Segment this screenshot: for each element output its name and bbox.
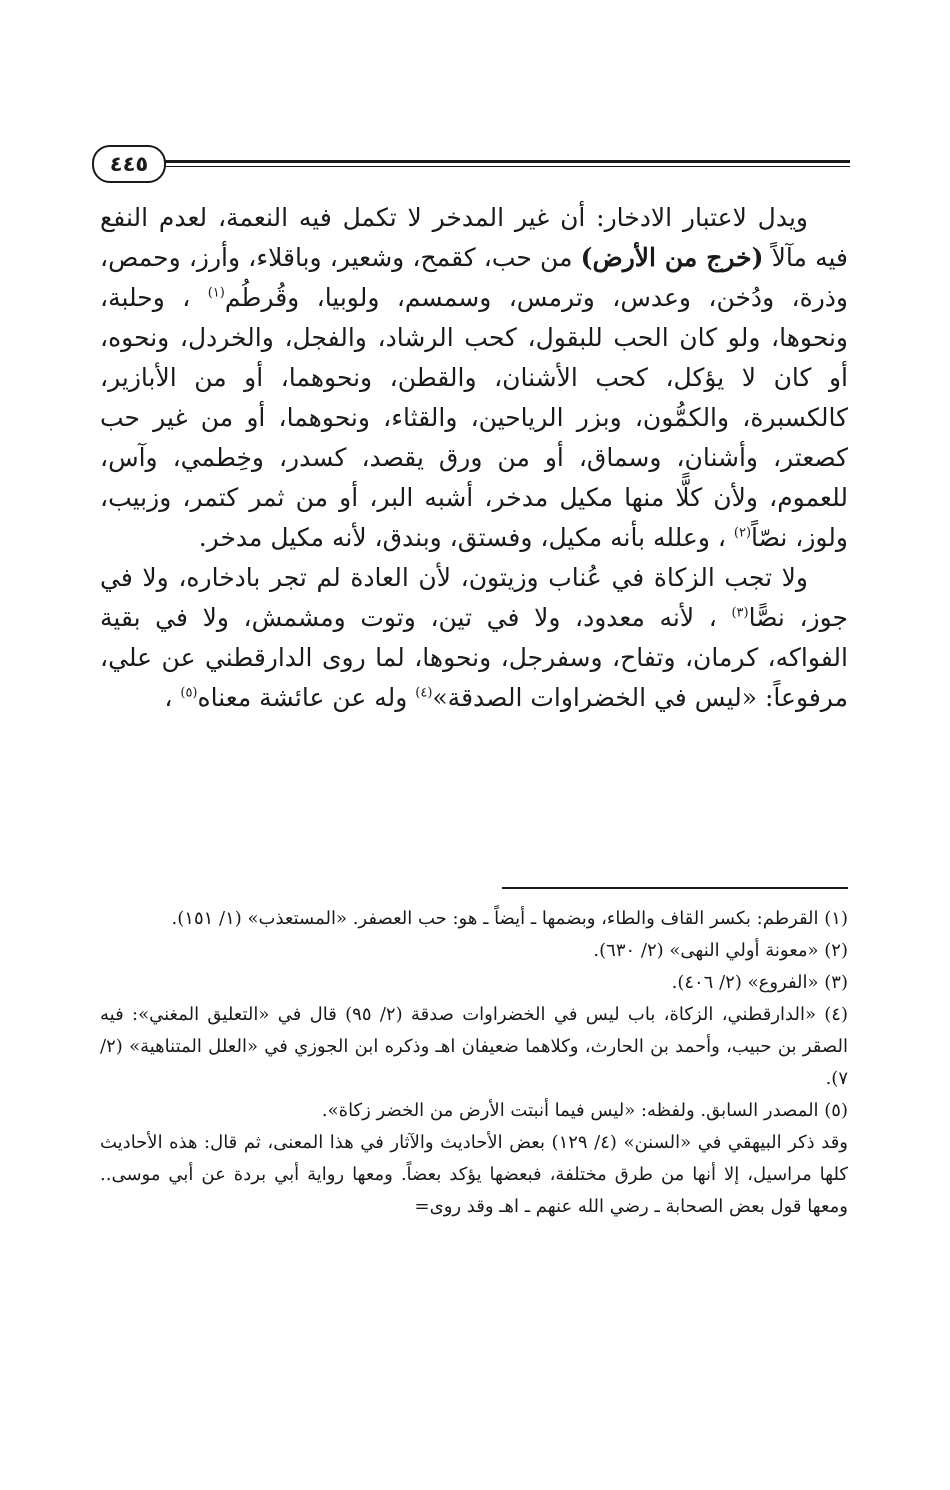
footnote-separator <box>502 887 848 889</box>
footnote-4: (٤) «الدارقطني، الزكاة، باب ليس في الخضراوات صدقة (٢/ ٩٥) قال في «التعليق المغني»: فيه الصقر بن حبيب، وأحمد بن الحارث، وكلاهما ضعيفان اهـ وذكره ابن الجوزي في «العلل المتناهية» (٢/ ٧). <box>100 1004 848 1089</box>
paragraph-1-text-b: من حب، كقمح، وشعير، وباقلاء، وأرز، وحمص، وذرة، ودُخن، وعدس، وترمس، وسمسم، ولوبيا، وقُرطُم <box>100 243 848 312</box>
footnote-marker-5[interactable]: (٥) <box>180 685 198 701</box>
page-number: ٤٤٥ <box>92 145 166 183</box>
header-rule-thin <box>158 166 850 167</box>
footnote-5-continuation: وقد ذكر البيهقي في «السنن» (٤/ ١٢٩) بعض الأحاديث والآثار في هذا المعنى، ثم قال: هذه الأحاديث كلها مراسيل، إلا أنها من طرق مختلفة، فبعضها يؤكد بعضاً. ومعها رواية أبي بردة عن أبي موسى.. ومعها قول بعض الصحابة ـ رضي الله عنهم ـ اهـ وقد روى= <box>100 1132 848 1217</box>
paragraph-2 <box>100 558 848 718</box>
footnote-1: (١) القرطم: بكسر القاف والطاء، وبضمها ـ أيضاً ـ هو: حب العصفر. «المستعذب» (١/ ١٥١). <box>171 908 848 929</box>
footnote-marker-1[interactable]: (١) <box>207 285 225 301</box>
header-rule-thick <box>158 160 850 163</box>
paragraph-1-text-a: ويدل لاعتبار الادخار: أن غير المدخر لا تكمل فيه النعمة، لعدم النفع فيه مآلاً <box>100 203 848 272</box>
quoted-matn: (خرج من الأرض) <box>580 243 764 272</box>
footnote-2: (٢) «معونة أولي النهى» (٢/ ٦٣٠). <box>593 940 848 961</box>
footnotes <box>100 903 848 1223</box>
footnote-marker-2[interactable]: (٢) <box>733 525 752 541</box>
footnote-5: (٥) المصدر السابق. ولفظه: «ليس فيما أنبتت الأرض من الخضر زكاة». <box>321 1100 848 1121</box>
paragraph-2-text-a: ولا تجب الزكاة في عُناب وزيتون، لأن العادة لم تجر بادخاره، ولا في جوز، نصًّا <box>100 563 849 632</box>
paragraph-1-text-c: ، وحلبة، ونحوها، ولو كان الحب للبقول، كحب الرشاد، والفجل، والخردل، ونحوه، أو كان لا يؤكل، كحب الأشنان، والقطن، ونحوهما، أو من الأبازير، كالكسبرة، والكمُّون، وبزر الرياحين، والقثاء، ونحوهما، أو من غير حب كصعتر، وأشنان، وسماق، أو من ورق يقصد، كسدر، وخِطمي، وآس، للعموم، ولأن كلًّا منها مكيل مدخر، أشبه البر، أو من ثمر كتمر، وزبيب، ولوز، نصّاً <box>100 283 848 552</box>
footnote-marker-3[interactable]: (٣) <box>731 605 749 621</box>
paragraph-1-text-d: ، وعلله بأنه مكيل، وفستق، وبندق، لأنه مكيل مدخر. <box>198 523 726 552</box>
paragraph-1 <box>100 198 848 558</box>
page-header <box>88 142 850 182</box>
footnote-3: (٣) «الفروع» (٢/ ٤٠٦). <box>671 972 848 993</box>
paragraph-2-text-c: وله عن عائشة معناه <box>197 683 408 712</box>
paragraph-2-text-b: ، لأنه معدود، ولا في تين، وتوت ومشمش، ولا في بقية الفواكه، كرمان، وتفاح، وسفرجل، ونحوها، لما روى الدارقطني عن علي، مرفوعاً: «ليس في الخضراوات الصدقة» <box>100 603 848 712</box>
paragraph-2-text-d: ، <box>164 683 173 712</box>
footnote-marker-4[interactable]: (٤) <box>415 685 433 701</box>
main-text <box>100 198 848 718</box>
